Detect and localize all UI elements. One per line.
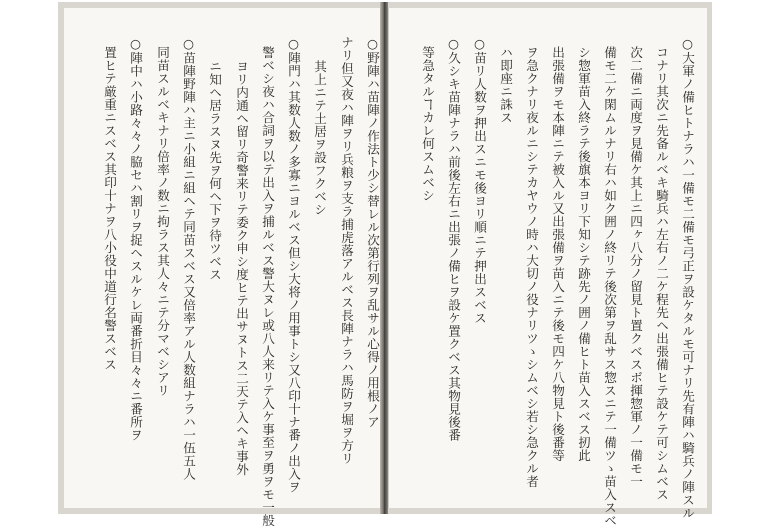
text-column: 次二備ニ両度ヲ見備ケ其上ニ四ヶ八分ノ留見ト置クベスボ揮惣軍ノ一備モ一 (628, 46, 643, 488)
text-column: 等急タルヿカレ何スムベシ (420, 46, 435, 202)
text-column: ○苗リ人数ヲ押出スニモ後ヨリ順ニテ押出スベス (472, 36, 487, 325)
text-column: ニ知ヘ居ラスヌ先ヲ何ヘ下ヲ待ツベス (207, 60, 222, 281)
text-column: ヲ急クナリ夜ルニシテカヤウノ時ハ大切ノ役ナリツゝシムベシ若シ急クル者 (524, 46, 539, 488)
text-column: ナリ但又夜ハ陣ヲリ兵粮ヲ支ラ捕虎落アルベス長陣ナラハ馬防ヲ堀ヲ方リ (339, 36, 354, 465)
text-column: ○久シキ苗陣ナラハ前後左右ニ出張ノ備ヒヲ設ケ置クベス其物見後番 (446, 36, 461, 442)
text-column: 同苗スルベキナリ倍率ノ数ニ拘ラス其人々ニテ分マベシアリ (155, 46, 170, 397)
text-column: 出張備ヲモ本陣ニテ被入ル又出張備ヲ苗入ニテ後モ四ケ八物見ト後番等 (550, 46, 565, 462)
text-column: 其上ニテ土居ヲ設フクベシ (312, 60, 327, 216)
text-column: ○大軍ノ備ヒトナラハ一備モ二備モ弓正ヲ設ケタルモ可ナリ先有陣ハ騎兵ノ陣スル (680, 36, 695, 520)
text-column: ○陣門ハ其数人数ノ多寡ニヨルベス但シ大将ノ用事トシ又八印十ナ番ノ出入ヲ (286, 36, 301, 494)
text-column: 置ヒテ厳重ニスベス其印十ナヲ八小役中道行名警スベス (102, 46, 117, 371)
book-gutter (380, 2, 388, 514)
text-column: ○苗陣野陣ハ主ニ小組ニ組ヘテ同苗スベス又倍率アル人数組ナラハ一伍五人 (181, 36, 196, 481)
right-page (388, 8, 707, 527)
text-column: 備モ二ケ閑ムルナリ右ハ如ク囲ノ終リテ後次第ヲ乱サス惣スニテ一備ツゝ苗入スベ (602, 46, 617, 527)
book-spread (58, 2, 712, 527)
text-column: ○陣中ハ小路々々ノ脇セハ割リヲ捉ヘスルケレ両番折目々々ニ番所ヲ (128, 36, 143, 442)
text-column: シ惣軍苗入終ラテ後旗本ヨリ下知シテ跡先ノ囲ノ備ヒト苗入スベス扨此 (576, 46, 591, 462)
text-column: コナリ其次ニ先备ルベキ騎兵ハ左右ノ二ケ程先ヘ出張備ヒテ設ケテ可シムベス (654, 46, 669, 501)
left-page (64, 8, 381, 527)
text-column: ○野陣ハ苗陣ノ作法ト少シ替レル次第行列ヲ乱サル心得ノ用根ノア (365, 36, 380, 429)
text-column: 警ベシ夜ハ合詞ヲ以テ出入ヲ捕ルベス警大ヌレ或八人来リテ入ケ事至ヲ勇ヲモ一般 (260, 46, 275, 527)
text-column: ヨリ内通ヘ留リ奇警来リテ委ク申シ度ヒテ出サヌトス二天テ入ヘキ事外 (234, 60, 249, 476)
text-column: ハ即座ニ誅ス (498, 46, 513, 124)
